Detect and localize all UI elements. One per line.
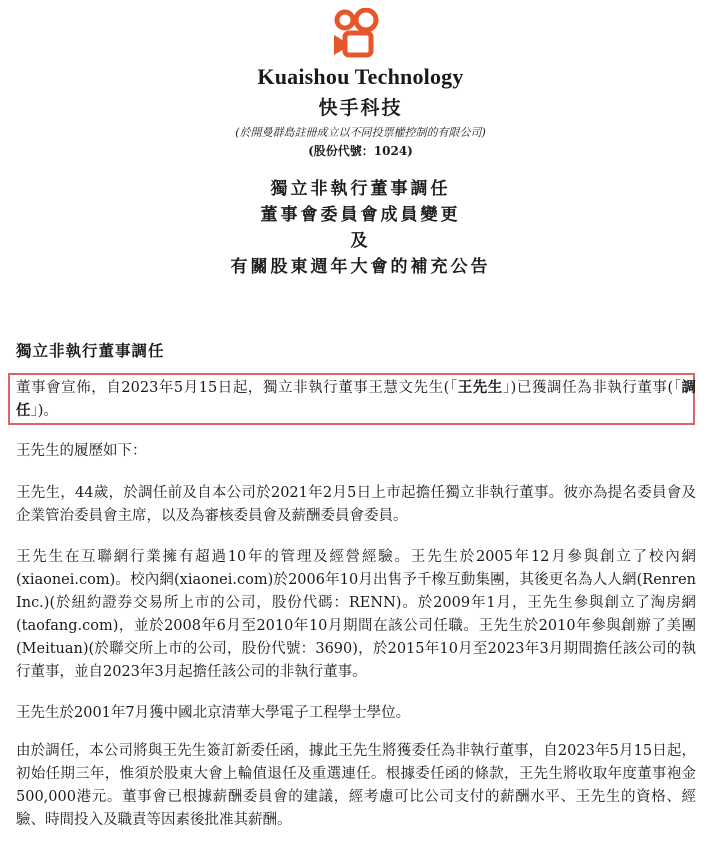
title-line-3: 及 xyxy=(350,231,371,251)
defined-term-redesignation: 調任 xyxy=(16,380,697,419)
title-line-4: 有關股東週年大會的補充公告 xyxy=(230,257,491,277)
p1-middle: 」)已獲調任為非執行董事(「 xyxy=(502,380,682,396)
p1-before: 董事會宣佈，自2023年5月15日起，獨立非執行董事王慧文先生(「 xyxy=(16,380,458,396)
incorporation-note: (於開曼群島註冊成立以不同投票權控制的有限公司) xyxy=(235,126,486,139)
title-line-1: 獨立非執行董事調任 xyxy=(270,179,451,199)
title-line-2: 董事會委員會成員變更 xyxy=(260,205,461,225)
defined-term-mr-wang: 王先生 xyxy=(457,380,503,396)
stock-code: (股份代號：1024) xyxy=(308,144,413,158)
company-name-en: Kuaishou Technology xyxy=(257,64,464,89)
paragraph-education: 王先生於2001年7月獲中國北京清華大學電子工程學士學位。 xyxy=(16,705,411,721)
announcement-titles xyxy=(0,176,721,280)
paragraph-biography-intro: 王先生的履歷如下： xyxy=(16,443,147,459)
company-name-zh: 快手科技 xyxy=(318,97,403,119)
paragraph-appointment-letter: 由於調任，本公司將與王先生簽訂新委任函，據此王先生將獲委任為非執行董事，自2023年5月15日起，初始任期三年，惟須於股東大會上輪值退任及重選連任。根據委任函的條款，王先生將收取年度董事袍金500,000港元。董事會已根據薪酬委員會的建議，經考慮可比公司支付的薪酬水平、王先生的資格、經驗、時間投入及職責等因素後批准其薪酬。 xyxy=(16,743,696,828)
kuaishou-logo-icon xyxy=(331,8,381,60)
paragraph-redesignation xyxy=(16,377,696,423)
p1-after: 」)。 xyxy=(30,403,58,419)
paragraph-biography-experience: 王先生在互聯網行業擁有超過10年的管理及經營經驗。王先生於2005年12月參與創立了校內網(xiaonei.com)。校內網(xiaonei.com)於2006年10月出售予千橡互動集團，其後更名為人人網(Renren Inc.)(於紐約證券交易所上市的公司，股份代碼：RENN)。於2009年1月，王先生參與創立了淘房網(taofang.com)，並於2008年6月至2010年10月期間在該公司任職。王先生於2010年參與創辦了美團(Meituan)(於聯交所上市的公司，股份代號：3690)，於2015年10月至2023年3月期間擔任該公司的執行董事，並自2023年3月起擔任該公司的非執行董事。 xyxy=(16,549,696,680)
paragraph-biography-age: 王先生，44歲，於調任前及自本公司於2021年2月5日上市起擔任獨立非執行董事。彼亦為提名委員會及企業管治委員會主席，以及為審核委員會及薪酬委員會委員。 xyxy=(16,485,696,524)
section-heading: 獨立非執行董事調任 xyxy=(16,342,165,360)
